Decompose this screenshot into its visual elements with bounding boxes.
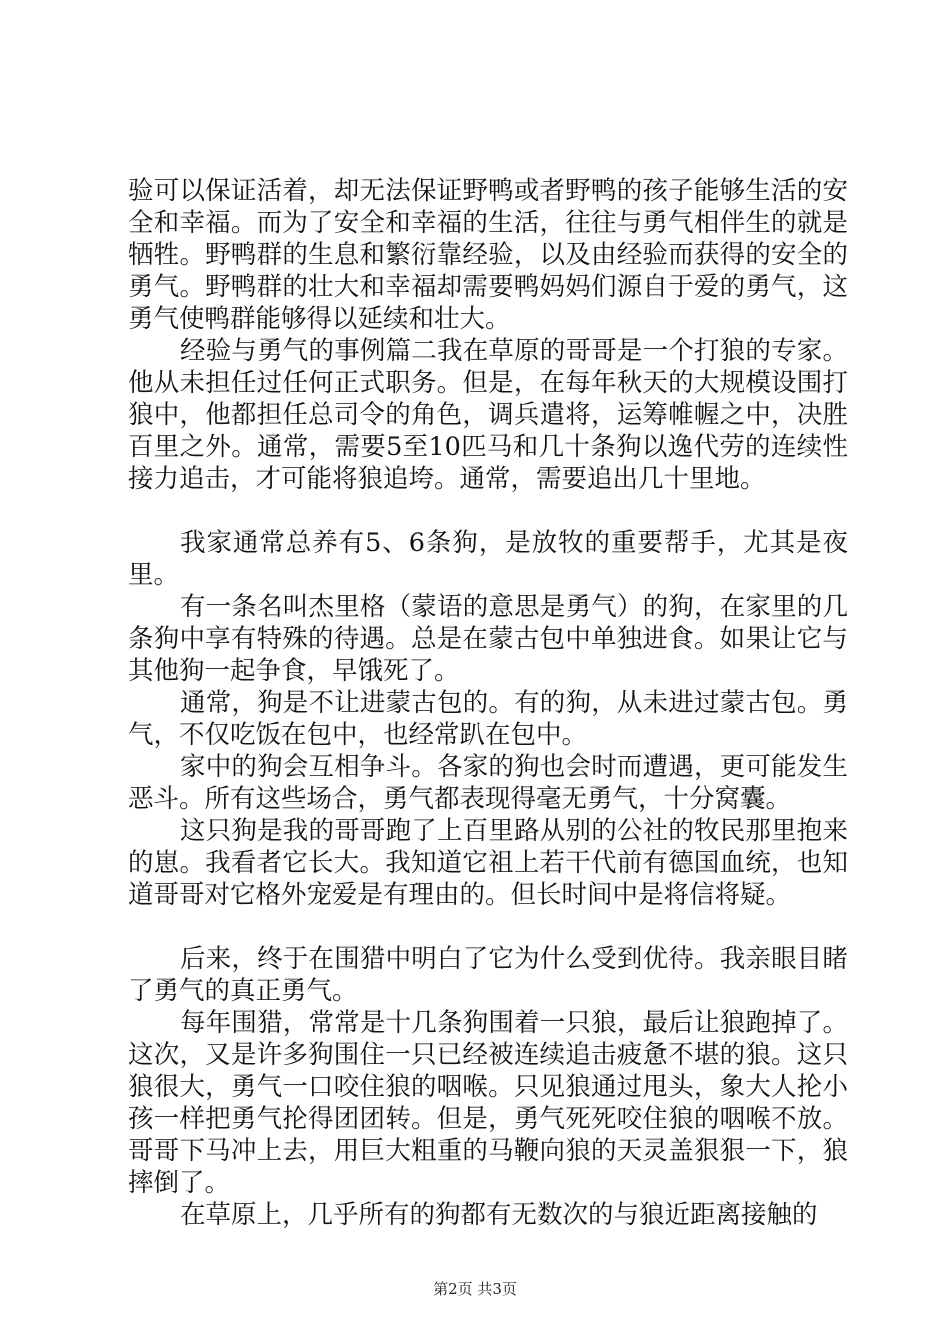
paragraph: 每年围猎，常常是十几条狗围着一只狼，最后让狼跑掉了。这次，又是许多狗围住一只已经被连续追击疲惫不堪的狼。这只狼很大，勇气一口咬住狼的咽喉。只见狼通过甩头，象大人抡小孩一样把勇气抡得团团转。但是，勇气死死咬住狼的咽喉不放。哥哥下马冲上去，用巨大粗重的马鞭向狼的天灵盖狠狠一下，狼摔倒了。 [128, 1008, 848, 1198]
paragraph: 我家通常总养有5、6条狗，是放牧的重要帮手，尤其是夜里。 [128, 528, 848, 590]
paragraph: 经验与勇气的事例篇二我在草原的哥哥是一个打狼的专家。他从未担任过任何正式职务。但是，在每年秋天的大规模设围打狼中，他都担任总司令的角色，调兵遣将，运筹帷幄之中，决胜百里之外。通常，需要5至10匹马和几十条狗以逸代劳的连续性接力追击，才可能将狼追垮。通常，需要追出几十里地。 [128, 336, 848, 494]
paragraph: 家中的狗会互相争斗。各家的狗也会时而遭遇，更可能发生恶斗。所有这些场合，勇气都表现得毫无勇气，十分窝囊。 [128, 752, 848, 814]
paragraph: 这只狗是我的哥哥跑了上百里路从别的公社的牧民那里抱来的崽。我看者它长大。我知道它祖上若干代前有德国血统，也知道哥哥对它格外宠爱是有理由的。但长时间中是将信将疑。 [128, 816, 848, 910]
paragraph: 有一条名叫杰里格（蒙语的意思是勇气）的狗，在家里的几条狗中享有特殊的待遇。总是在蒙古包中单独进食。如果让它与其他狗一起争食，早饿死了。 [128, 592, 848, 686]
paragraph: 后来，终于在围猎中明白了它为什么受到优待。我亲眼目睹了勇气的真正勇气。 [128, 944, 848, 1006]
document-body [128, 175, 848, 1231]
paragraph: 通常，狗是不让进蒙古包的。有的狗，从未进过蒙古包。勇气，不仅吃饭在包中，也经常趴在包中。 [128, 688, 848, 750]
paragraph-continued: 验可以保证活着，却无法保证野鸭或者野鸭的孩子能够生活的安全和幸福。而为了安全和幸福的生活，往往与勇气相伴生的就是牺牲。野鸭群的生息和繁衍靠经验，以及由经验而获得的安全的勇气。野鸭群的壮大和幸福却需要鸭妈妈们源自于爱的勇气，这勇气使鸭群能够得以延续和壮大。 [128, 176, 848, 334]
page-footer: 第2页 共3页 [433, 1280, 517, 1298]
paragraph: 在草原上，几乎所有的狗都有无数次的与狼近距离接触的 [180, 1200, 818, 1230]
